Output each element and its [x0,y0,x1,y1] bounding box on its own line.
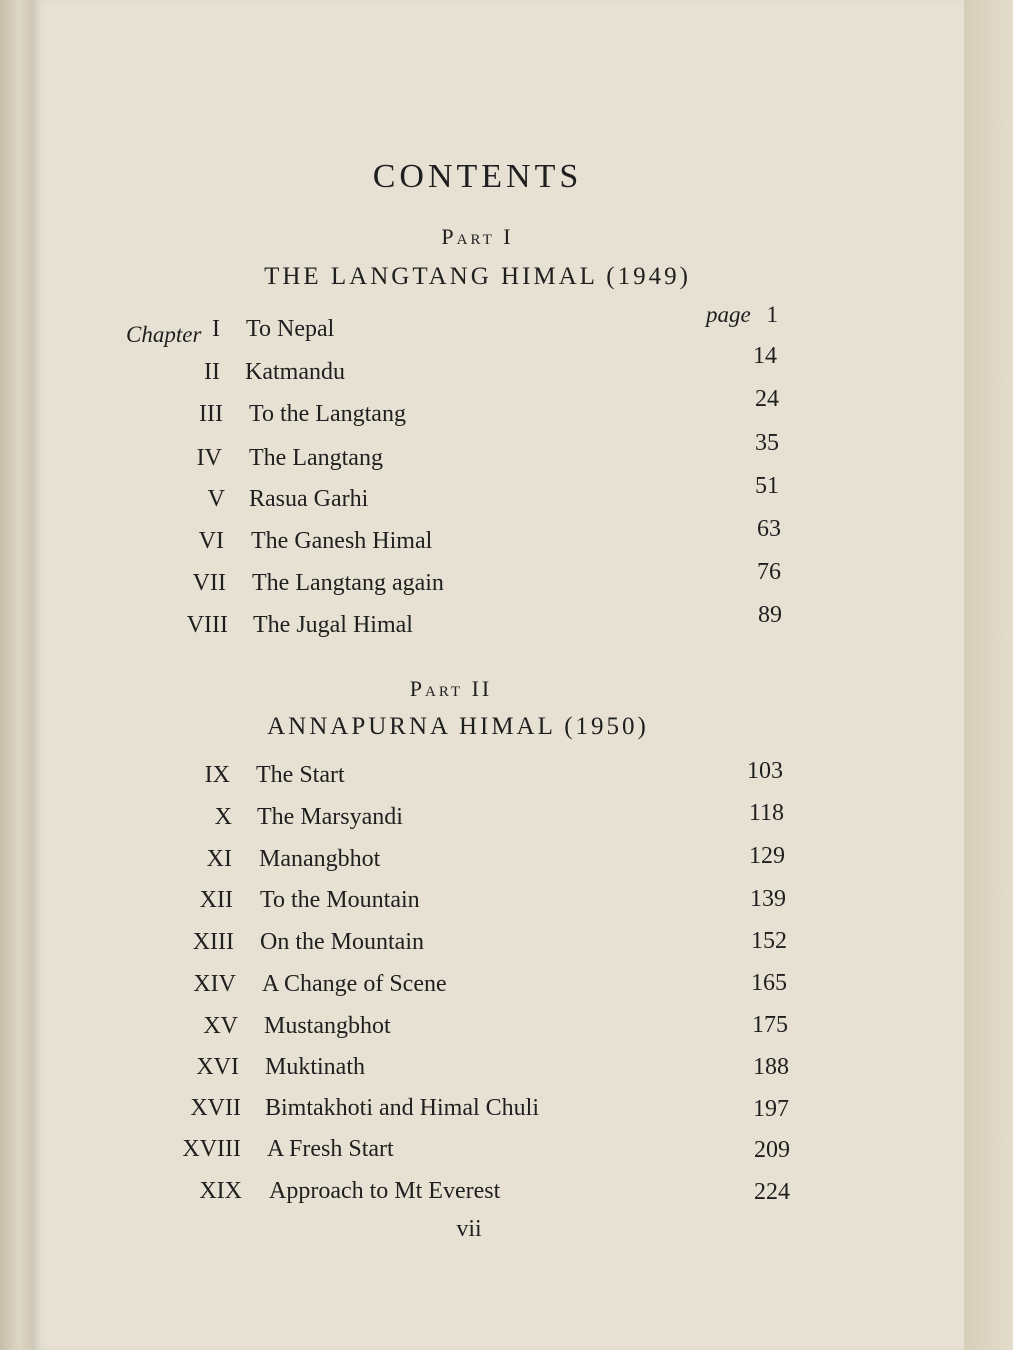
contents-row [34,887,934,919]
chapter-title: The Jugal Himal [253,612,413,638]
chapter-title: Muktinath [265,1054,365,1080]
contents-row [34,516,934,560]
chapter-page-number: 129 [749,843,785,869]
chapter-title: To Nepal [246,316,335,342]
page-edge [964,0,1013,1350]
chapter-page-number: 188 [753,1054,789,1080]
chapter-page-number: 51 [755,473,779,499]
part-1-label: Part I [441,224,514,249]
chapter-numeral: I [212,316,220,342]
part-2-title: ANNAPURNA HIMAL (1950) [267,713,649,740]
chapter-numeral: XIX [199,1178,242,1204]
chapter-numeral: XVIII [182,1136,241,1162]
chapter-title: The Langtang again [252,570,444,596]
chapter-numeral: IV [196,445,222,471]
chapter-title: To the Langtang [249,401,406,427]
chapter-numeral: VI [198,528,224,554]
chapter-title: A Fresh Start [267,1136,394,1162]
page-word: page [706,302,751,327]
part-2-label: Part II [409,676,493,701]
chapter-page-number: 89 [758,602,782,628]
chapter-numeral: XVII [190,1095,241,1121]
chapter-title: Mustangbhot [264,1013,391,1039]
chapter-title: To the Mountain [260,887,420,913]
chapter-page-number: 118 [748,800,784,826]
chapter-title: Katmandu [245,359,345,385]
chapter-numeral: IX [204,762,230,788]
chapter-title: The Ganesh Himal [251,528,433,554]
chapter-page-number: 197 [753,1096,789,1122]
chapter-title: A Change of Scene [262,971,447,997]
contents-row [34,559,934,602]
chapter-numeral: II [204,359,220,385]
contents-row [34,971,934,1003]
chapter-title: Manangbhot [259,846,381,872]
chapter-column-label: Chapter [126,322,202,347]
contents-row [34,800,934,836]
chapter-page-number: 165 [751,970,787,996]
chapter-numeral: XII [199,887,233,913]
contents-row [34,843,934,878]
contents-row [34,1054,934,1086]
chapter-title: On the Mountain [260,929,424,955]
contents-row [34,473,934,518]
contents-row [34,758,934,794]
part-1-title: THE LANGTANG HIMAL (1949) [264,263,691,290]
chapter-title: Rasua Garhi [249,486,369,512]
chapter-page-number: 76 [757,559,781,585]
chapter-page-number: 152 [751,928,787,954]
chapter-page-number: 224 [754,1179,790,1205]
chapter-numeral: XV [203,1013,238,1039]
chapter-page-number: 24 [755,386,779,412]
contents-heading: CONTENTS [372,158,583,195]
chapter-page-number: 175 [752,1012,788,1038]
chapter-numeral: III [199,401,223,427]
chapter-title: The Langtang [249,445,383,471]
chapter-title: Approach to Mt Everest [269,1178,501,1204]
chapter-numeral: X [214,804,232,830]
chapter-numeral: XVI [196,1054,239,1080]
contents-page [34,0,964,1350]
chapter-page-number: 103 [747,758,783,784]
contents-row [34,1136,934,1168]
chapter-page-number: 35 [755,430,779,456]
contents-row [34,430,934,477]
contents-row [34,316,934,348]
chapter-title: Bimtakhoti and Himal Chuli [265,1095,539,1121]
page-folio: vii [456,1216,482,1242]
chapter-numeral: XIV [193,971,236,997]
contents-row [34,1178,934,1210]
chapter-title: The Marsyandi [257,804,403,830]
chapter-numeral: XIII [192,929,234,955]
contents-row [34,1013,934,1045]
chapter-page-number: 14 [753,343,777,369]
chapter-numeral: XI [206,846,232,872]
chapter-numeral: VIII [186,612,228,638]
chapter-page-number: 63 [757,516,781,542]
contents-row [34,1095,934,1127]
contents-row [34,343,934,391]
chapter-page-number: 139 [750,886,786,912]
chapter-numeral: VII [192,570,226,596]
chapter-title: The Start [256,762,345,788]
book-gutter [0,0,34,1350]
contents-row [34,602,934,644]
contents-row [34,386,934,433]
chapter-page-number: 209 [754,1137,790,1163]
chapter-numeral: V [207,486,225,512]
chapter-page-number: 1 [766,302,778,327]
contents-row [34,929,934,961]
